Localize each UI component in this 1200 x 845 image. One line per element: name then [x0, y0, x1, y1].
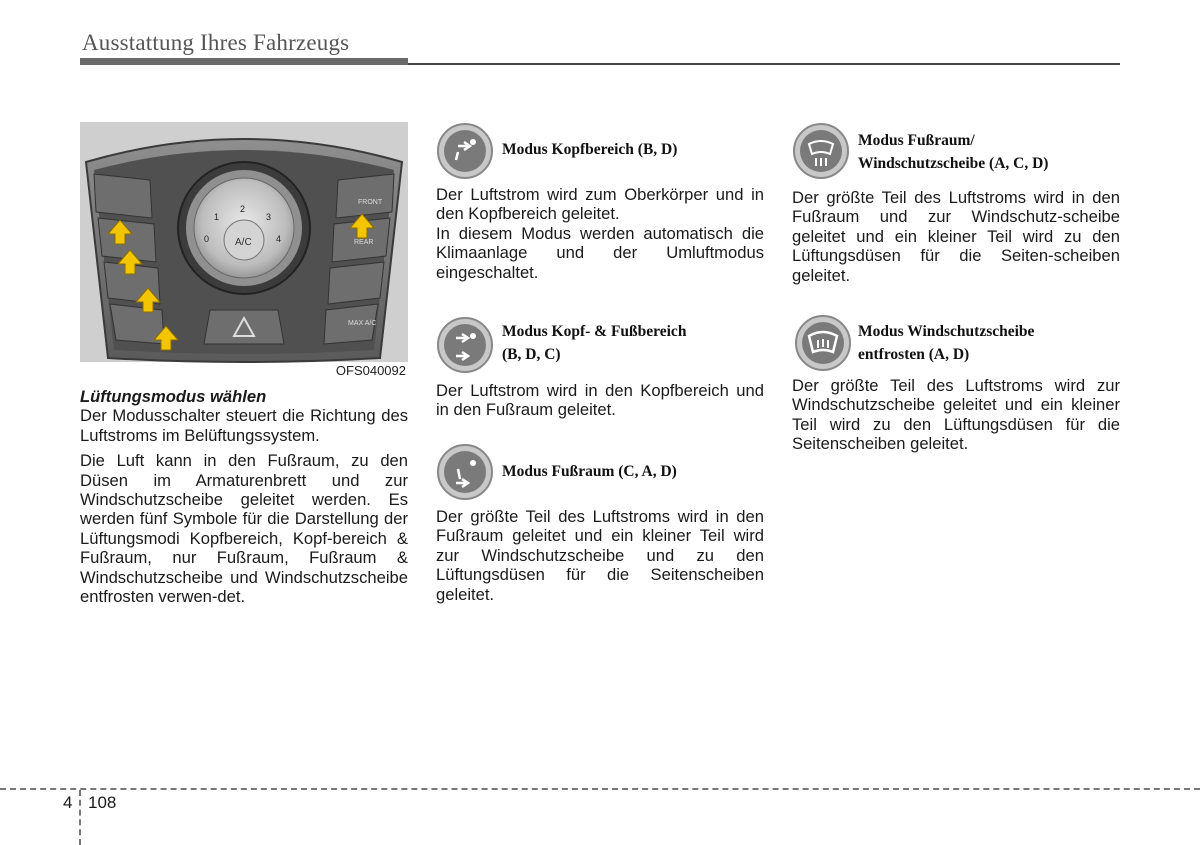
- mode-head-floor-desc: Der Luftstrom wird in den Kopfbereich und in den Fußraum geleitet.: [436, 381, 764, 420]
- mode-floor-defrost-desc: Der größte Teil des Luftstroms wird in den Fußraum und zur Windschutz-scheibe geleitet und ein kleiner Teil wird zu den Lüftungsdüsen für die Seiten-scheiben geleitet.: [792, 188, 1120, 285]
- header-rule-thin: [408, 63, 1120, 65]
- mode-floor-defrost-text: [792, 188, 1120, 285]
- mode-head-floor-title-line2: (B, D, C): [502, 346, 561, 363]
- front-label: FRONT: [358, 199, 383, 206]
- mode-head-floor-title-line1: Modus Kopf- & Fußbereich: [502, 323, 687, 340]
- mode-head-floor-block: [436, 316, 766, 376]
- footer-divider: [79, 790, 81, 845]
- page-number: 108: [88, 793, 117, 812]
- left-column: [80, 387, 408, 606]
- mode-floor-block: [436, 443, 766, 503]
- footer-rule: [0, 788, 1200, 790]
- intro-paragraph: Der Modusschalter steuert die Richtung des Luftstroms im Belüftungssystem.: [80, 406, 408, 445]
- climate-panel-figure: [80, 122, 408, 380]
- vent-head-icon: [436, 122, 494, 180]
- mode-defrost-block: [794, 314, 1124, 374]
- mode-head-floor-text: [436, 381, 764, 420]
- mode-floor-defrost-title-line2: Windschutzscheibe (A, C, D): [858, 155, 1049, 172]
- dial-number-4: 4: [276, 234, 282, 244]
- dial-number-2: 2: [240, 204, 246, 214]
- mode-floor-title: Modus Fußraum (C, A, D): [502, 463, 677, 480]
- modes-paragraph: Die Luft kann in den Fußraum, zu den Düsen im Armaturenbrett und zur Windschutzscheibe geleitet werden. Es werden fünf Symbole für die Darstellung der Lüftungsmodi Kopfbereich, Kopf-bereich & Fußraum, nur Fußraum, Fußraum & Windschutzscheibe und Windschutzscheibe entfrosten verwen-det.: [80, 451, 408, 607]
- mode-floor-text: [436, 507, 764, 604]
- max-ac-label: MAX A/C: [348, 320, 377, 327]
- figure-caption: OFS040092: [335, 363, 406, 378]
- mode-defrost-title-line1: Modus Windschutzscheibe: [858, 323, 1035, 340]
- mode-defrost-desc: Der größte Teil des Luftstroms wird zur Windschutzscheibe geleitet und ein kleiner Teil wird zu den Lüftungsdüsen für die Seitenscheiben geleitet.: [792, 376, 1120, 454]
- mode-head-desc: Der Luftstrom wird zum Oberkörper und in den Kopfbereich geleitet.: [436, 185, 764, 224]
- header-rule-thick: [80, 58, 408, 65]
- mode-defrost-title-line2: entfrosten (A, D): [858, 346, 970, 363]
- dial-number-1: 1: [214, 212, 220, 222]
- windshield-defrost-icon: [794, 314, 852, 372]
- ac-label: A/C: [235, 237, 252, 248]
- vent-head-floor-icon: [436, 316, 494, 374]
- page-header-title: Ausstattung Ihres Fahrzeugs: [82, 30, 350, 55]
- dial-number-0: 0: [204, 234, 210, 244]
- chapter-number: 4: [63, 793, 73, 812]
- mode-floor-defrost-block: [792, 122, 1122, 182]
- mode-floor-defrost-title-line1: Modus Fußraum/: [858, 132, 975, 149]
- vent-floor-defrost-icon: [792, 122, 850, 180]
- mode-head-block: [436, 122, 766, 182]
- mode-head-title: Modus Kopfbereich (B, D): [502, 141, 678, 158]
- rear-label: REAR: [354, 239, 374, 246]
- climate-panel-illustration: [80, 122, 408, 380]
- mode-head-desc-2: In diesem Modus werden automatisch die Klimaanlage und der Umluftmodus eingeschaltet.: [436, 223, 764, 282]
- mode-head-text: [436, 185, 764, 282]
- mode-defrost-text: [792, 376, 1120, 454]
- mode-floor-desc: Der größte Teil des Luftstroms wird in den Fußraum geleitet und ein kleiner Teil wird zur Windschutzscheibe und zu den Lüftungsdüsen für die Seitenscheiben geleitet.: [436, 507, 764, 604]
- dial-number-3: 3: [266, 212, 272, 222]
- vent-floor-icon: [436, 443, 494, 501]
- section-heading: Lüftungsmodus wählen: [80, 387, 267, 406]
